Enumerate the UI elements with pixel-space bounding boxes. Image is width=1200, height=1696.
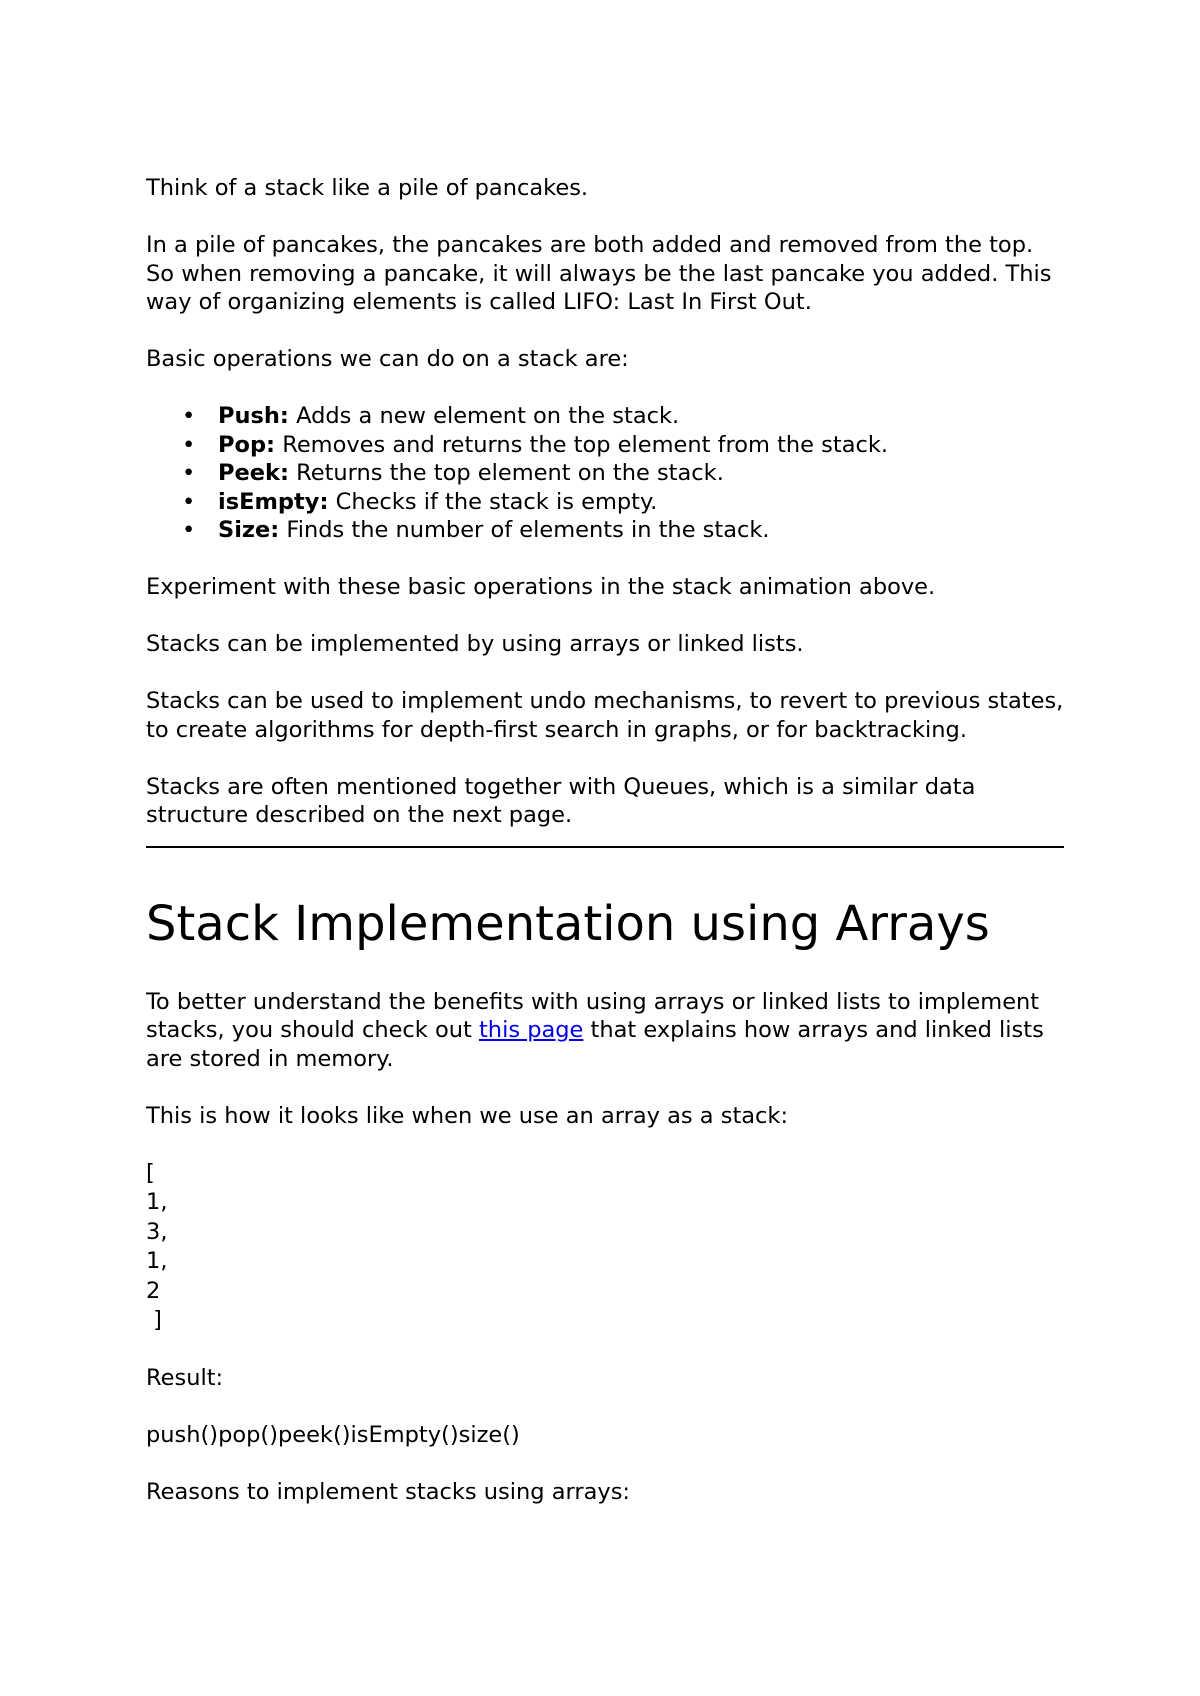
intro-paragraph-2: In a pile of pancakes, the pancakes are both added and removed from the top. So when removing a pancake, it will always be the last pancake you added. This way of organizing elements is called LIFO: Last In First Out. <box>146 232 1052 315</box>
document-page <box>146 174 1064 1507</box>
operation-desc: Returns the top element on the stack. <box>288 460 724 486</box>
benefits-text-after: that explains how arrays and linked lists are stored in memory. <box>146 1017 1044 1072</box>
reasons-paragraph: Reasons to implement stacks using arrays: <box>146 1479 630 1505</box>
bullet-icon: • <box>182 517 196 543</box>
section-heading: Stack Implementation using Arrays <box>146 895 990 952</box>
operation-desc: Removes and returns the top element from the stack. <box>275 431 889 458</box>
section-divider <box>146 846 1064 848</box>
list-item <box>146 402 1064 431</box>
array-line: 2 <box>146 1277 161 1304</box>
array-line: [ <box>146 1159 155 1186</box>
list-item <box>146 516 1064 545</box>
array-line: ] <box>146 1307 162 1333</box>
array-intro-paragraph: This is how it looks like when we use an array as a stack: <box>146 1102 789 1129</box>
result-label: Result: <box>146 1365 224 1391</box>
this-page-link[interactable]: this page <box>478 1017 584 1043</box>
list-item <box>146 431 1064 460</box>
bullet-icon: • <box>182 460 196 486</box>
list-item <box>146 459 1064 488</box>
array-line: 3, <box>146 1218 168 1245</box>
benefits-text-before: To better understand the benefits with using arrays or linked lists to implement stacks, you should check out <box>146 988 1040 1043</box>
array-line: 1, <box>146 1189 168 1215</box>
implementation-paragraph: Stacks can be implemented by using arrays or linked lists. <box>146 631 804 657</box>
queues-paragraph: Stacks are often mentioned together with Queues, which is a similar data structure described on the next page. <box>146 773 976 828</box>
operation-name: isEmpty: <box>218 488 329 515</box>
operation-name: Pop: <box>218 431 276 458</box>
operation-desc: Adds a new element on the stack. <box>288 403 680 429</box>
intro-paragraph-3: Basic operations we can do on a stack are: <box>146 346 629 372</box>
bullet-icon: • <box>182 431 196 458</box>
experiment-paragraph: Experiment with these basic operations in the stack animation above. <box>146 574 936 600</box>
bullet-icon: • <box>182 488 196 515</box>
intro-paragraph-1: Think of a stack like a pile of pancakes. <box>146 175 589 201</box>
operations-list <box>146 402 1064 545</box>
benefits-paragraph <box>146 988 1064 1074</box>
bullet-icon: • <box>182 403 196 429</box>
operation-desc: Checks if the stack is empty. <box>328 488 658 515</box>
uses-paragraph: Stacks can be used to implement undo mechanisms, to revert to previous states, to create algorithms for depth-first search in graphs, or for backtracking. <box>146 688 1064 743</box>
operation-name: Push: <box>218 403 289 429</box>
operation-name: Peek: <box>218 460 289 486</box>
operation-name: Size: <box>218 517 280 543</box>
array-display <box>146 1159 1064 1336</box>
list-item <box>146 488 1064 517</box>
operation-desc: Finds the number of elements in the stack. <box>279 517 770 543</box>
operation-buttons-text: push()pop()peek()isEmpty()size() <box>146 1422 520 1448</box>
array-line: 1, <box>146 1248 168 1274</box>
